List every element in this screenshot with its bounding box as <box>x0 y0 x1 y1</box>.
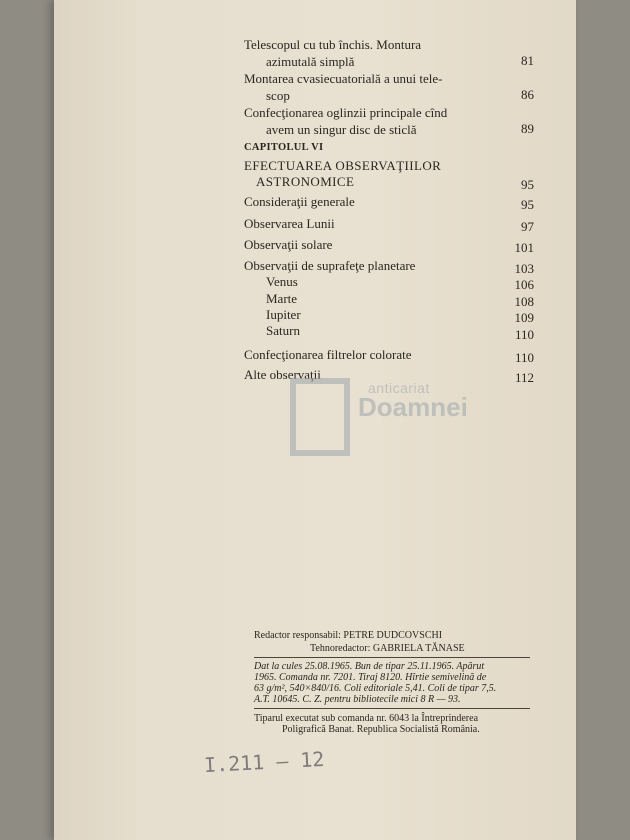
toc-page-number: 103 <box>514 261 534 276</box>
toc-entry-line: azimutală simplă <box>266 54 355 69</box>
toc-page-number: 112 <box>514 370 534 385</box>
toc-page-number: 101 <box>514 240 534 255</box>
toc-entry-label: Iupiter <box>266 307 301 322</box>
watermark-big-text: Doamnei <box>358 392 468 422</box>
colophon-line: Poligrafică Banat. Republica Socialistă România. <box>282 724 480 735</box>
toc-entry-label: Confecţionarea filtrelor colorate <box>244 347 412 362</box>
toc-entry-label: Consideraţii generale <box>244 194 355 209</box>
toc-page-number: 106 <box>514 277 534 292</box>
chapter-label: CAPITOLUL VI <box>244 142 324 153</box>
colophon-line: Dat la cules 25.08.1965. Bun de tipar 25.11.1965. Apărut <box>254 661 485 672</box>
toc-entry-label: Alte observaţii <box>244 367 321 382</box>
colophon-printer <box>254 713 480 735</box>
chapter-title-line: ASTRONOMICE <box>256 174 355 189</box>
toc-entry-label: Observaţii solare <box>244 237 333 252</box>
colophon-line: Tiparul executat sub comanda nr. 6043 la Întreprinderea <box>254 713 479 724</box>
toc-entry-line: avem un singur disc de sticlă <box>266 122 417 137</box>
watermark-logo <box>290 374 468 464</box>
toc-entry <box>244 70 443 104</box>
toc-page-number: 109 <box>514 310 534 325</box>
toc-page-number: 81 <box>521 53 534 68</box>
toc-page-number: 89 <box>521 121 534 136</box>
toc-page-number: 86 <box>521 87 534 102</box>
toc-entry-label: Saturn <box>266 323 300 338</box>
book-icon <box>290 378 350 456</box>
divider <box>254 708 530 709</box>
colophon-line: 1965. Comanda nr. 7201. Tiraj 8120. Hîrtie semivelină de <box>254 672 487 683</box>
colophon-print-info <box>254 661 496 705</box>
toc-entry-label: Marte <box>266 291 298 306</box>
handwritten-stamp: I.211 — 12 <box>203 746 325 778</box>
watermark-small-text: anticariat <box>368 380 430 396</box>
toc-entry-line: scop <box>266 88 290 103</box>
toc-entry-line: Confecţionarea oglinzii principale cînd <box>244 105 448 120</box>
toc-page-number: 95 <box>521 177 534 192</box>
toc-entry-line: Telescopul cu tub închis. Montura <box>244 37 422 52</box>
toc-page-number: 95 <box>521 197 534 212</box>
toc-entry <box>244 36 421 70</box>
colophon-line: A.T. 10645. C. Z. pentru bibliotecile mici 8 R — 93. <box>254 694 461 705</box>
toc-page-number: 110 <box>514 350 534 365</box>
colophon-editor: Redactor responsabil: PETRE DUDCOVSCHI <box>254 630 443 641</box>
toc-entry-label: Observarea Lunii <box>244 216 335 231</box>
chapter-title-line: EFECTUAREA OBSERVAŢIILOR <box>244 158 442 173</box>
toc-entry-label: Venus <box>266 274 298 289</box>
colophon-tech-editor: Tehnoredactor: GABRIELA TĂNASE <box>310 643 465 654</box>
toc-entry <box>244 104 447 138</box>
toc-page-number: 97 <box>521 219 534 234</box>
toc-page-number: 110 <box>514 327 534 342</box>
toc-page-number: 108 <box>514 294 534 309</box>
toc-entry-line: Montarea cvasiecuatorială a unui tele- <box>244 71 443 86</box>
book-page <box>54 0 576 840</box>
toc-entry-label: Observaţii de suprafeţe planetare <box>244 258 416 273</box>
colophon-line: 63 g/m², 540×840/16. Coli editoriale 5,41. Coli de tipar 7,5. <box>254 683 497 694</box>
divider <box>254 657 530 658</box>
chapter-title <box>244 158 441 190</box>
